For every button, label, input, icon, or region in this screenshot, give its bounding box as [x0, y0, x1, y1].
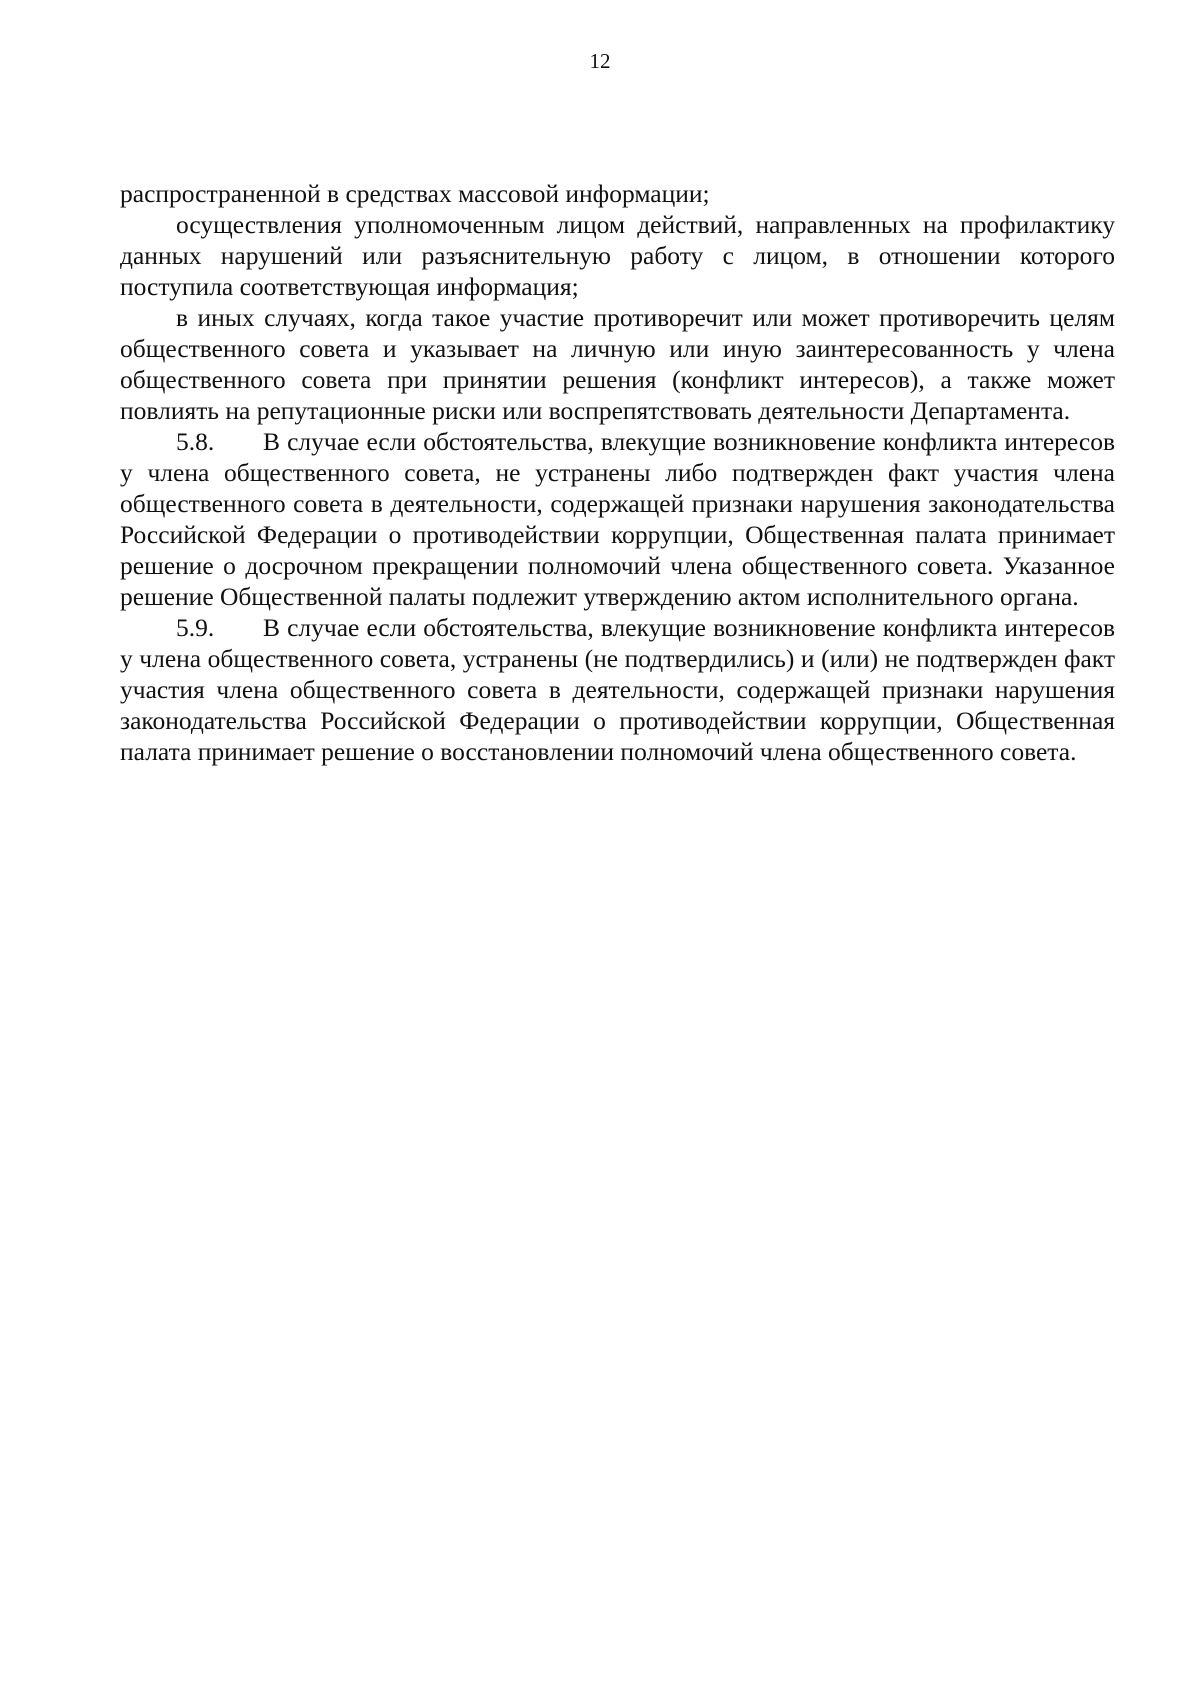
paragraph-preventive-actions: осуществления уполномоченным лицом действий, направленных на профилактику данных нарушений или разъяснительную работу с лицом, в отношении которого поступила соответствующая информация;	[120, 210, 1115, 301]
clause-text: В случае если обстоятельства, влекущие возникновение конфликта интересов у члена общественного совета, устранены (не подтвердились) и (или) не подтвержден факт участия члена общественного совета в деятельности, содержащей признаки нарушения законодательства Российской Федерации о противодействии коррупции, Общественная палата принимает решение о восстановлении полномочий члена общественного совета.	[120, 613, 1115, 766]
clause-5-8	[120, 426, 1115, 612]
paragraph-other-cases: в иных случаях, когда такое участие противоречит или может противоречить целям общественного совета и указывает на личную или иную заинтересованность у члена общественного совета при принятии решения (конфликт интересов), а также может повлиять на репутационные риски или воспрепятствовать деятельности Департамента.	[120, 303, 1115, 425]
clause-number: 5.9.	[176, 613, 215, 642]
document-body	[120, 178, 1115, 767]
page-number: 12	[589, 49, 611, 73]
clause-text: В случае если обстоятельства, влекущие возникновение конфликта интересов у члена общественного совета, не устранены либо подтвержден факт участия члена общественного совета в деятельности, содержащей признаки нарушения законодательства Российской Федерации о противодействии коррупции, Общественная палата принимает решение о досрочном прекращении полномочий члена общественного совета. Указанное решение Общественной палаты подлежит утверждению актом исполнительного органа.	[120, 427, 1115, 611]
clause-number: 5.8.	[176, 427, 215, 456]
clause-5-9	[120, 612, 1115, 767]
paragraph-continuation: распространенной в средствах массовой информации;	[120, 179, 710, 208]
